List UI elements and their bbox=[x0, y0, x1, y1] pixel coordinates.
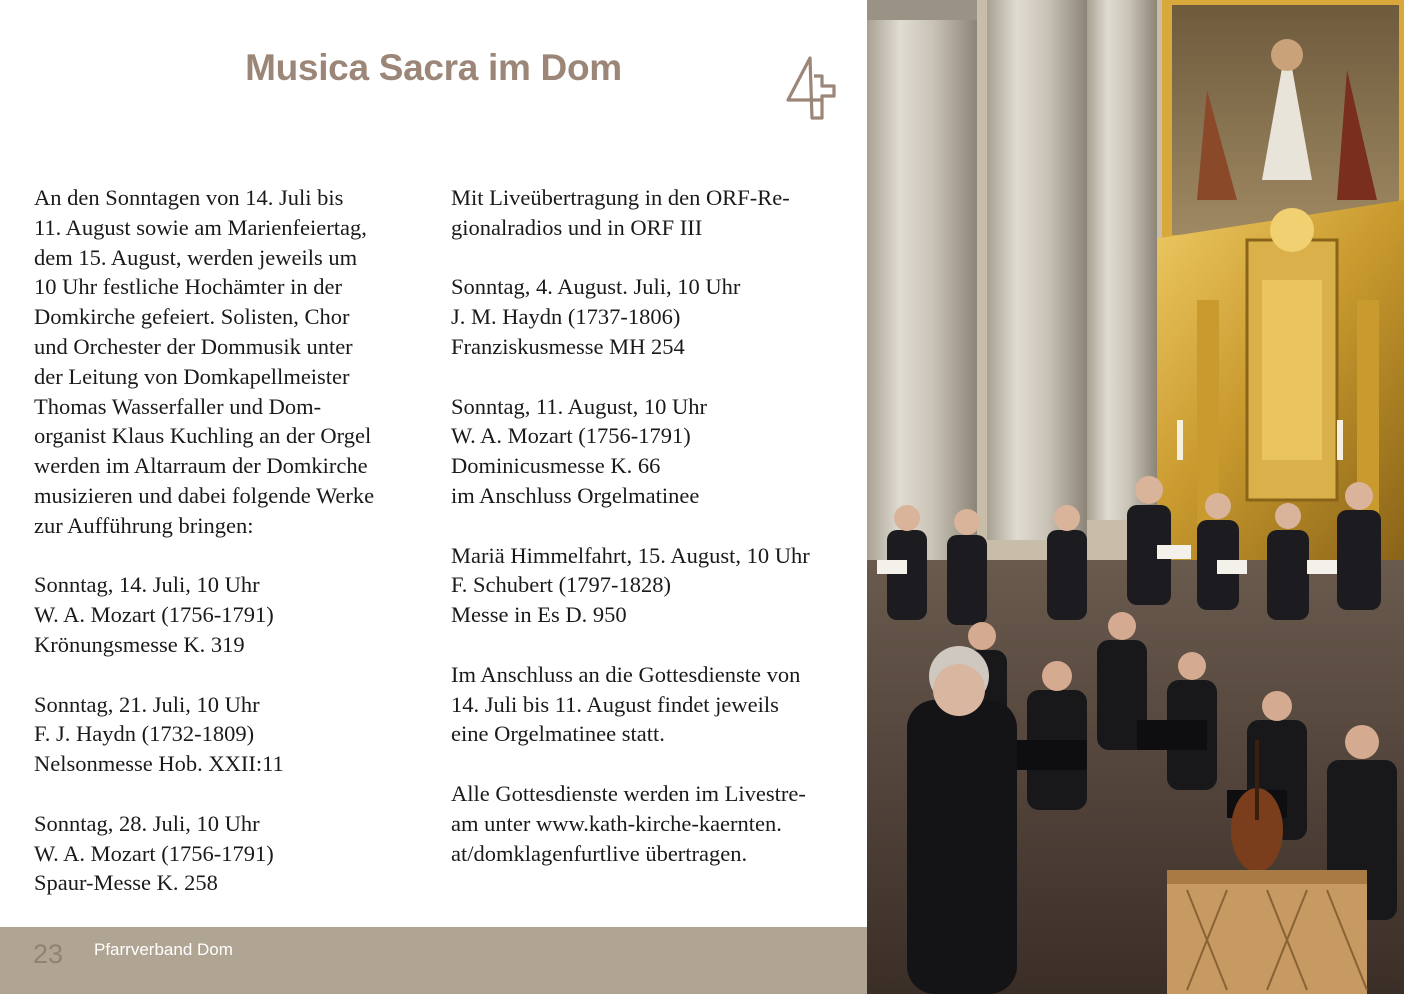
event-composer: W. A. Mozart (1756-1791) bbox=[451, 423, 691, 449]
livestream-line: am unter www.kath-kirche-kaernten. bbox=[451, 810, 782, 836]
concert-photo-illustration bbox=[867, 0, 1404, 994]
event-date: Sonntag, 28. Juli, 10 Uhr bbox=[34, 810, 260, 836]
broadcast-line: gionalradios und in ORF III bbox=[451, 214, 703, 240]
page-title: Musica Sacra im Dom bbox=[245, 47, 622, 88]
intro-line: dem 15. August, werden jeweils um bbox=[34, 244, 358, 270]
event-work: Nelsonmesse Hob. XXII:11 bbox=[34, 751, 284, 777]
event-entry bbox=[451, 272, 851, 361]
broadcast-note bbox=[451, 183, 851, 243]
intro-line: zur Aufführung bringen: bbox=[34, 512, 254, 538]
event-date: Sonntag, 14. Juli, 10 Uhr bbox=[34, 572, 260, 598]
concert-photo bbox=[867, 0, 1404, 994]
event-composer: F. Schubert (1797-1828) bbox=[451, 572, 672, 598]
event-entry bbox=[34, 570, 429, 659]
event-work: Spaur-Messe K. 258 bbox=[34, 870, 218, 896]
matinee-line: Im Anschluss an die Gottesdienste von bbox=[451, 661, 801, 687]
event-composer: F. J. Haydn (1732-1809) bbox=[34, 721, 255, 747]
event-work: Krönungsmesse K. 319 bbox=[34, 631, 245, 657]
livestream-note bbox=[451, 779, 851, 868]
event-entry bbox=[34, 690, 429, 779]
event-entry bbox=[34, 809, 429, 898]
intro-line: organist Klaus Kuchling an der Orgel bbox=[34, 423, 372, 449]
event-composer: W. A. Mozart (1756-1791) bbox=[34, 602, 274, 628]
livestream-line: at/domklagenfurtlive übertragen. bbox=[451, 840, 748, 866]
intro-line: An den Sonntagen von 14. Juli bis bbox=[34, 185, 344, 210]
event-date: Sonntag, 21. Juli, 10 Uhr bbox=[34, 691, 260, 717]
intro-line: und Orchester der Dommusik unter bbox=[34, 333, 353, 359]
intro-paragraph bbox=[34, 183, 429, 541]
section-label: Pfarrverband Dom bbox=[94, 940, 233, 959]
matinee-line: eine Orgelmatinee statt. bbox=[451, 721, 665, 747]
event-entry bbox=[451, 392, 851, 511]
event-date: Sonntag, 11. August, 10 Uhr bbox=[451, 393, 708, 419]
intro-line: 10 Uhr festliche Hochämter in der bbox=[34, 274, 343, 300]
event-date: Sonntag, 4. August. Juli, 10 Uhr bbox=[451, 274, 741, 300]
event-extra: im Anschluss Orgelmatinee bbox=[451, 482, 700, 508]
intro-line: Domkirche gefeiert. Solisten, Chor bbox=[34, 304, 350, 330]
broadcast-line: Mit Liveübertragung in den ORF-Re- bbox=[451, 185, 790, 210]
event-composer: W. A. Mozart (1756-1791) bbox=[34, 840, 274, 866]
right-column bbox=[451, 183, 851, 898]
matinee-note bbox=[451, 660, 851, 749]
event-work: Dominicusmesse K. 66 bbox=[451, 453, 661, 479]
left-column bbox=[34, 183, 429, 928]
footer-bar bbox=[0, 927, 867, 994]
event-date: Mariä Himmelfahrt, 15. August, 10 Uhr bbox=[451, 542, 810, 568]
intro-line: musizieren und dabei folgende Werke bbox=[34, 482, 375, 508]
matinee-line: 14. Juli bis 11. August findet jeweils bbox=[451, 691, 779, 717]
livestream-line: Alle Gottesdienste werden im Livestre- bbox=[451, 780, 806, 806]
number-four-cross-icon bbox=[784, 54, 840, 124]
event-entry bbox=[451, 541, 851, 630]
intro-line: Thomas Wasserfaller und Dom- bbox=[34, 393, 322, 419]
intro-line: werden im Altarraum der Domkirche bbox=[34, 453, 368, 479]
event-work: Franziskusmesse MH 254 bbox=[451, 333, 685, 359]
intro-line: der Leitung von Domkapellmeister bbox=[34, 363, 350, 389]
event-work: Messe in Es D. 950 bbox=[451, 602, 627, 628]
event-composer: J. M. Haydn (1737-1806) bbox=[451, 304, 681, 330]
page-number: 23 bbox=[33, 939, 64, 969]
intro-line: 11. August sowie am Marienfeiertag, bbox=[34, 214, 367, 240]
